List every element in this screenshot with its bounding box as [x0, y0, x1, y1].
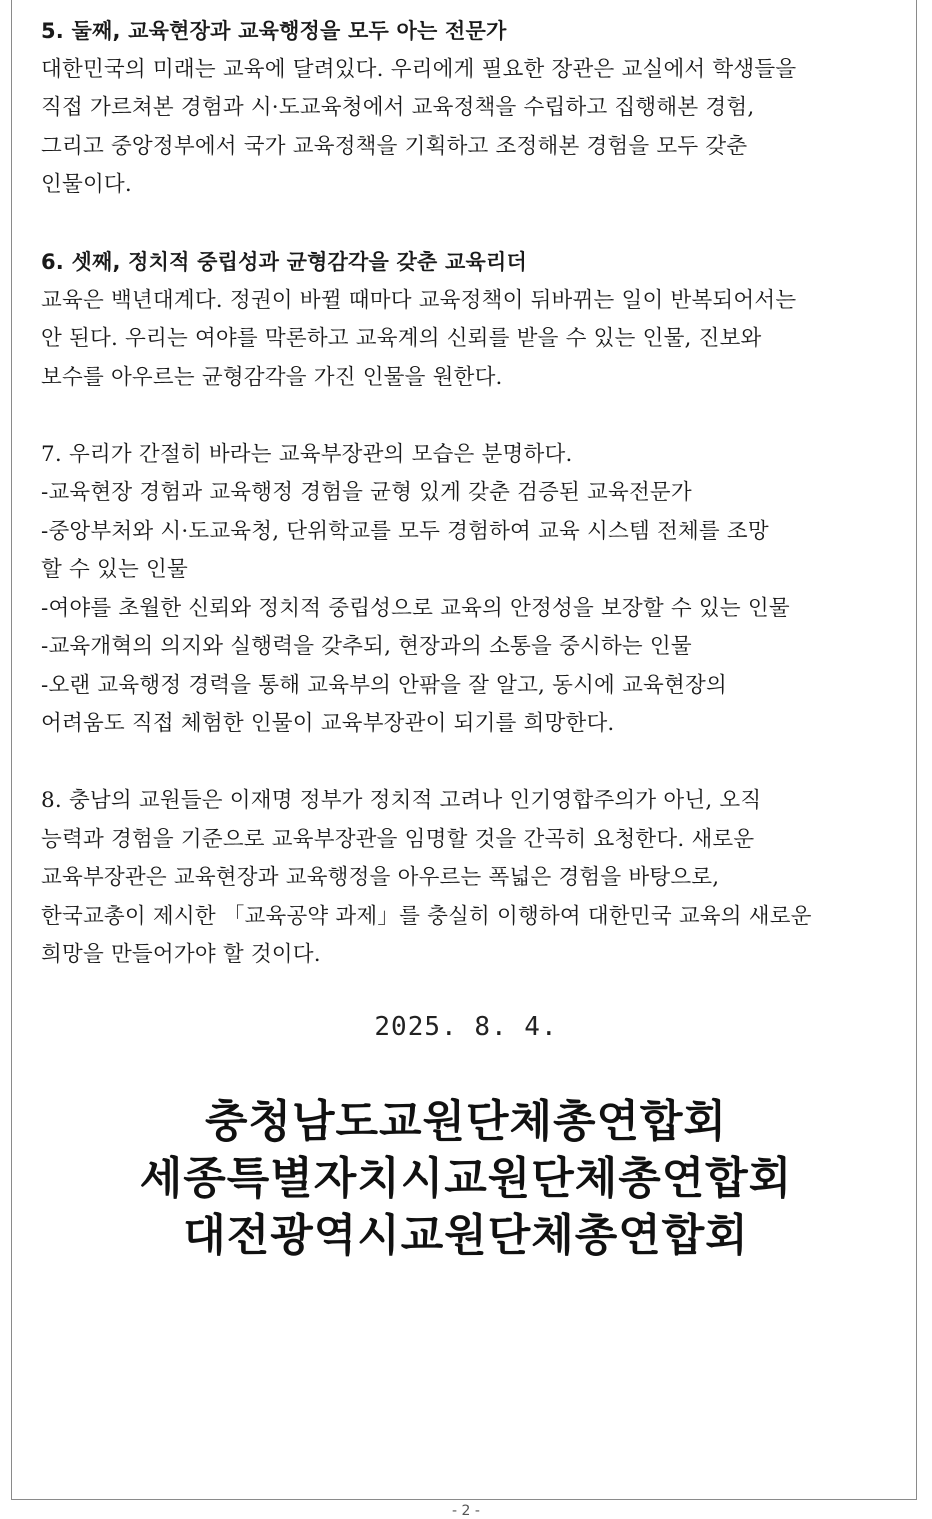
section-5-line: 그리고 중앙정부에서 국가 교육정책을 기획하고 조정해본 경험을 모두 갖춘 — [41, 133, 748, 159]
section-7 — [41, 436, 891, 744]
section-8-line: 희망을 만들어가야 할 것이다. — [41, 942, 321, 967]
section-8-line: 8. 충남의 교원들은 이재명 정부가 정치적 고려나 인기영합주의가 아닌, 오직 — [41, 788, 762, 813]
section-5 — [41, 12, 891, 205]
section-7-bullet: -교육현장 경험과 교육행정 경험을 균형 있게 갖춘 검증된 교육전문가 — [41, 480, 692, 505]
statement-body — [41, 12, 891, 975]
signers-block — [0, 1093, 932, 1264]
section-5-heading: 5. 둘째, 교육현장과 교육행정을 모두 아는 전문가 — [41, 19, 507, 43]
signer-chungnam: 충청남도교원단체총연합회 — [204, 1096, 728, 1147]
section-7-intro: 7. 우리가 간절히 바라는 교육부장관의 모습은 분명하다. — [41, 441, 573, 467]
section-8-line: 교육부장관은 교육현장과 교육행정을 아우르는 폭넓은 경험을 바탕으로, — [41, 865, 720, 890]
section-7-bullet: -오랜 교육행정 경력을 통해 교육부의 안팎을 잘 알고, 동시에 교육현장의 — [41, 672, 727, 698]
section-8-line: 능력과 경험을 기준으로 교육부장관을 임명할 것을 간곡히 요청한다. 새로운 — [41, 826, 755, 852]
section-5-line: 대한민국의 미래는 교육에 달려있다. 우리에게 필요한 장관은 교실에서 학생들을 — [41, 56, 797, 82]
section-5-line: 직접 가르쳐본 경험과 시·도교육청에서 교육정책을 수립하고 집행해본 경험, — [41, 95, 755, 120]
section-6-heading: 6. 셋째, 정치적 중립성과 균형감각을 갖춘 교육리더 — [41, 250, 527, 274]
section-7-bullet: -중앙부처와 시·도교육청, 단위학교를 모두 경험하여 교육 시스템 전체를 조망 — [41, 518, 769, 544]
section-7-bullet-cont: 할 수 있는 인물 — [41, 557, 188, 582]
section-8 — [41, 782, 891, 975]
page-number: - 2 - — [452, 1503, 480, 1519]
section-6 — [41, 243, 891, 397]
section-6-line: 보수를 아우르는 균형감각을 가진 인물을 원한다. — [41, 364, 503, 390]
signer-sejong: 세종특별자치시교원단체총연합회 — [139, 1153, 793, 1204]
section-6-line: 안 된다. 우리는 여야를 막론하고 교육계의 신뢰를 받을 수 있는 인물, 진보와 — [41, 326, 762, 351]
statement-date: 2025. 8. 4. — [374, 1012, 558, 1042]
section-7-bullet-cont: 어려움도 직접 체험한 인물이 교육부장관이 되기를 희망한다. — [41, 711, 615, 736]
section-7-bullet: -교육개혁의 의지와 실행력을 갖추되, 현장과의 소통을 중시하는 인물 — [41, 634, 692, 659]
section-5-line: 인물이다. — [41, 172, 132, 197]
section-8-line: 한국교총이 제시한 「교육공약 과제」를 충실히 이행하여 대한민국 교육의 새로운 — [41, 903, 812, 929]
signer-daejeon: 대전광역시교원단체총연합회 — [183, 1210, 749, 1261]
section-6-line: 교육은 백년대계다. 정권이 바뀔 때마다 교육정책이 뒤바뀌는 일이 반복되어서는 — [41, 287, 797, 313]
section-7-bullet: -여야를 초월한 신뢰와 정치적 중립성으로 교육의 안정성을 보장할 수 있는 인물 — [41, 595, 790, 621]
